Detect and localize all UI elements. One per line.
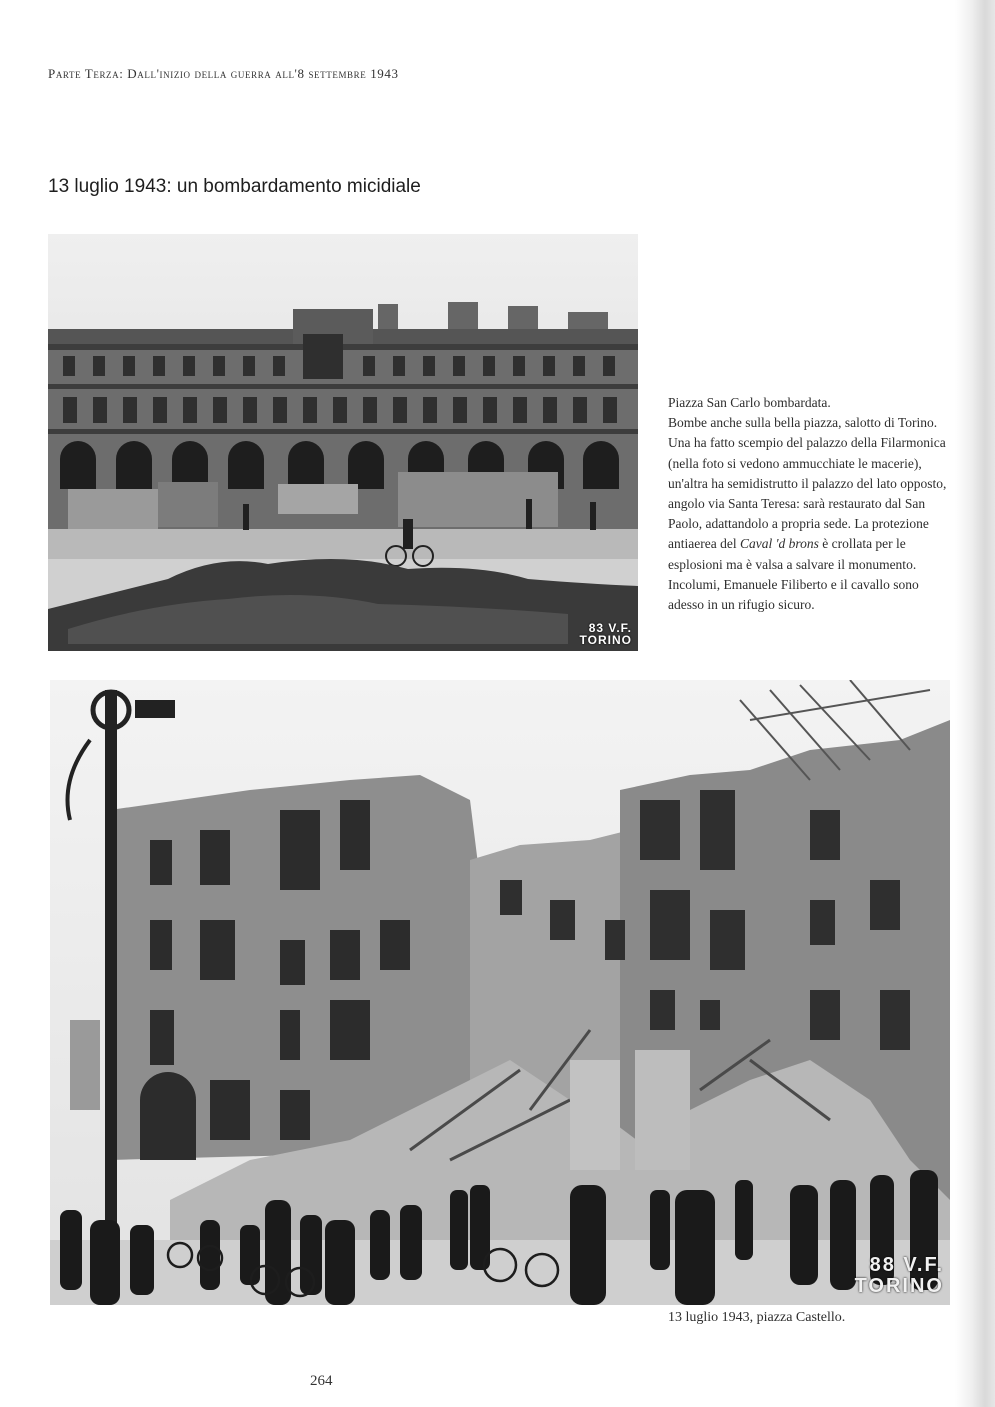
- photo-stamp: [580, 622, 632, 647]
- caption-piazza-san-carlo: [668, 393, 953, 615]
- page-number: 264: [310, 1373, 333, 1389]
- photo-piazza-san-carlo: [48, 234, 638, 651]
- page-edge-shadow: [955, 0, 995, 1407]
- caption-body-part-b: è crollata per le esplosioni ma è valsa a salvare il monumento. Incolumi, Emanuele Filiberto e il cavallo sono adesso in un rifugio sicuro.: [668, 536, 919, 613]
- photo-piazza-castello: [50, 680, 950, 1305]
- stamp-line-1: 88 V.F.: [869, 1254, 944, 1276]
- photo-piazza-san-carlo-image: [48, 234, 638, 651]
- caption-body-italic: Caval 'd brons: [739, 536, 819, 552]
- section-title: 13 luglio 1943: un bombardamento micidiale: [48, 176, 421, 197]
- caption-piazza-castello: 13 luglio 1943, piazza Castello.: [668, 1310, 846, 1325]
- photo-stamp: [855, 1255, 944, 1297]
- stamp-line-1: 83 V.F.: [588, 620, 632, 635]
- running-head: Parte Terza: Dall'inizio della guerra all'8 settembre 1943: [48, 66, 399, 81]
- stamp-line-2: TORINO: [854, 1275, 944, 1297]
- stamp-line-2: TORINO: [579, 633, 632, 648]
- photo-piazza-castello-image: [50, 680, 950, 1305]
- caption-body: [668, 413, 953, 615]
- caption-heading: Piazza San Carlo bombardata.: [668, 395, 831, 410]
- caption-body-part-a: Bombe anche sulla bella piazza, salotto di Torino. Una ha fatto scempio del palazzo della Filarmonica (nella foto si vedono ammucchiate le macerie), un'altra ha semidistrutto il palazzo del lato opposto, angolo via Santa Teresa: sarà restaurato dal San Paolo, adattandolo a propria sede. La protezione antiaerea del: [668, 415, 947, 552]
